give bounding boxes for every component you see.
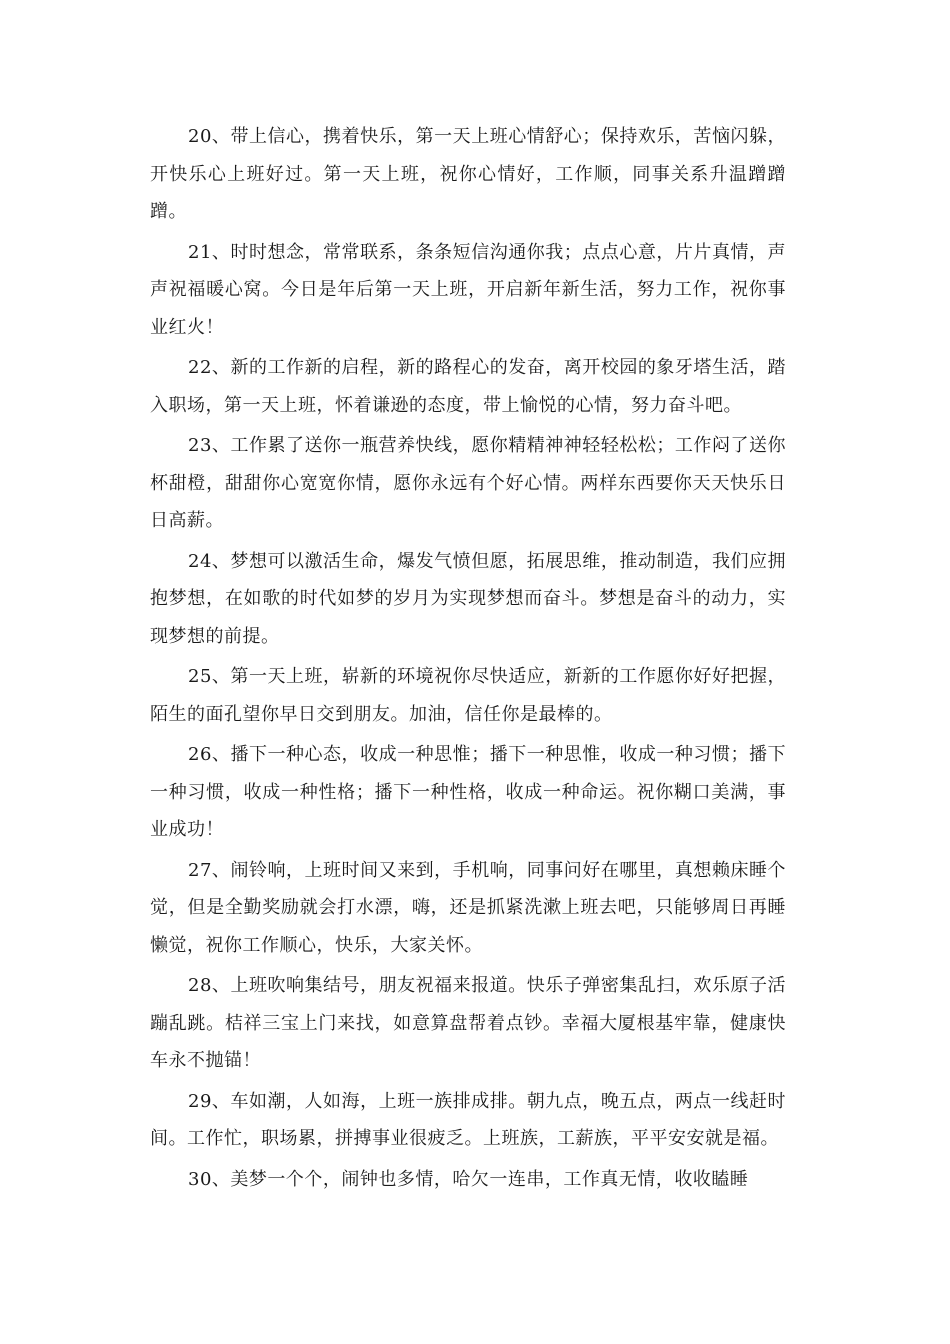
- paragraph-26: 26、播下一种心态，收成一种思惟；播下一种思惟，收成一种习惯；播下一种习惯，收成一种性格；播下一种性格，收成一种命运。祝你糊口美满，事业成功！: [150, 744, 786, 840]
- document-body: [150, 118, 786, 1201]
- paragraph-23: 23、工作累了送你一瓶营养快线，愿你精精神神轻轻松松；工作闷了送你杯甜橙，甜甜你心宽宽你情，愿你永远有个好心情。两样东西要你天天快乐日日高薪。: [150, 435, 786, 531]
- paragraph-21: 21、时时想念，常常联系，条条短信沟通你我；点点心意，片片真情，声声祝福暖心窝。今日是年后第一天上班，开启新年新生活，努力工作，祝你事业红火！: [150, 241, 786, 338]
- paragraph-30: 30、美梦一个个，闹钟也多情，哈欠一连串，工作真无情，收收瞌睡: [188, 1168, 749, 1190]
- paragraph-25: 25、第一天上班，崭新的环境祝你尽快适应，新新的工作愿你好好把握，陌生的面孔望你早日交到朋友。加油，信任你是最棒的。: [150, 666, 786, 725]
- paragraph-28: 28、上班吹响集结号，朋友祝福来报道。快乐子弹密集乱扫，欢乐原子活蹦乱跳。桔祥三宝上门来找，如意算盘帮着点钞。幸福大厦根基牢靠，健康快车永不抛锚！: [150, 975, 786, 1071]
- paragraph-22: 22、新的工作新的启程，新的路程心的发奋，离开校园的象牙塔生活，踏入职场，第一天上班，怀着谦逊的态度，带上愉悦的心情，努力奋斗吧。: [150, 357, 786, 416]
- paragraph-20: 20、带上信心，携着快乐，第一天上班心情舒心；保持欢乐，苦恼闪躲，开快乐心上班好过。第一天上班，祝你心情好，工作顺，同事关系升温蹭蹭蹭。: [150, 126, 786, 222]
- paragraph-29: 29、车如潮，人如海，上班一族排成排。朝九点，晚五点，两点一线赶时间。工作忙，职场累，拼搏事业很疲乏。上班族，工薪族，平平安安就是福。: [150, 1090, 786, 1149]
- paragraph-24: 24、梦想可以激活生命，爆发气愤但愿，拓展思维，推动制造，我们应拥抱梦想，在如歌的时代如梦的岁月为实现梦想而奋斗。梦想是奋斗的动力，实现梦想的前提。: [150, 550, 786, 647]
- paragraph-27: 27、闹铃响，上班时间又来到，手机响，同事问好在哪里，真想赖床睡个觉，但是全勤奖励就会打水漂，嗨，还是抓紧洗漱上班去吧，只能够周日再睡懒觉，祝你工作顺心，快乐，大家关怀。: [150, 859, 786, 956]
